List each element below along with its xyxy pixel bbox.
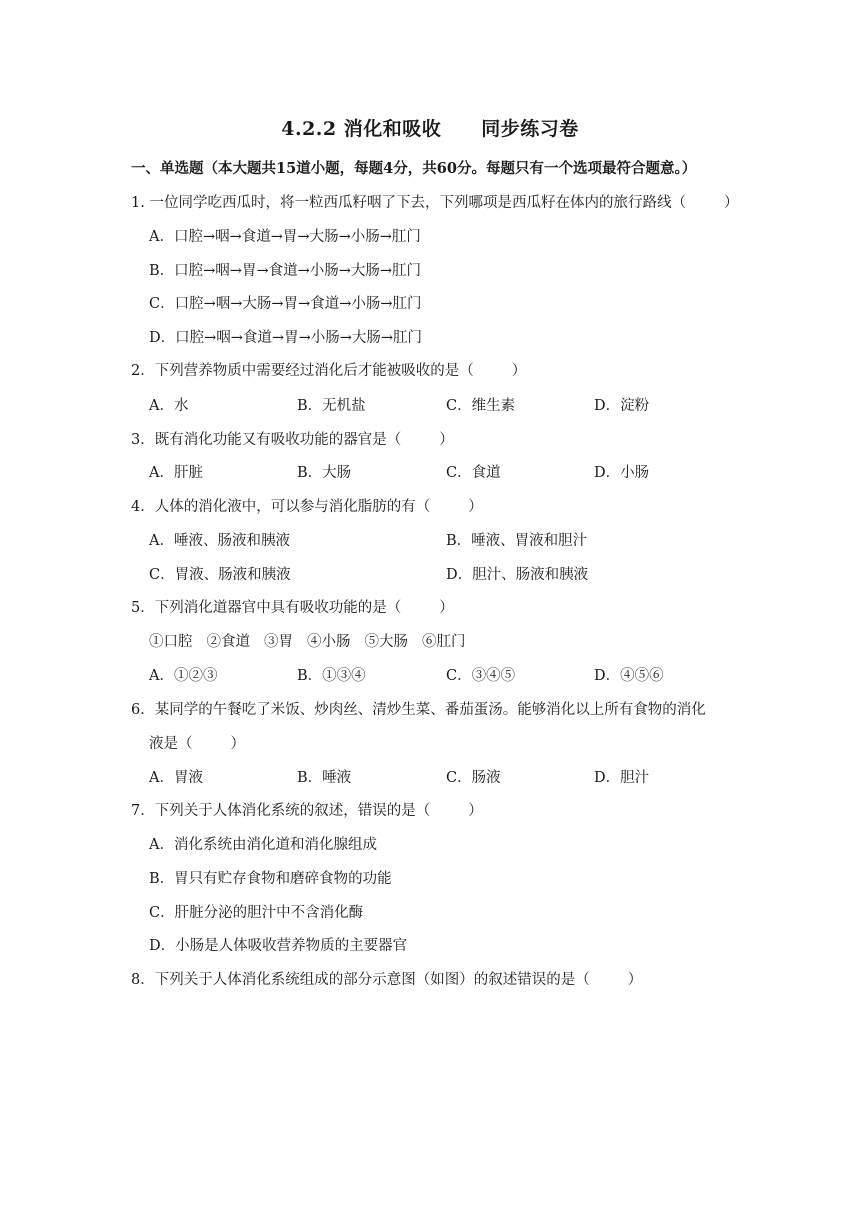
- question-3-option-a: A．肝脏: [149, 465, 203, 481]
- question-4-option-a: A．唾液、肠液和胰液: [149, 533, 290, 549]
- question-5-item-3: ③胃: [264, 634, 293, 650]
- question-5-option-d: D．④⑤⑥: [594, 668, 664, 684]
- question-2-option-b: B．无机盐: [297, 398, 366, 414]
- title-main: 4.2.2 消化和吸收: [281, 118, 442, 140]
- question-7-option-c: C．肝脏分泌的胆汁中不含消化酶: [149, 905, 364, 921]
- question-1-option-b: B．口腔→咽→胃→食道→小肠→大肠→肛门: [149, 263, 422, 279]
- question-5-stem: 5．下列消化道器官中具有吸收功能的是（ ）: [131, 600, 454, 616]
- question-3-option-b: B．大肠: [297, 465, 352, 481]
- question-6-option-b: B．唾液: [297, 770, 352, 786]
- section-heading: 一、单选题（本大题共15道小题，每题4分，共60分。每题只有一个选项最符合题意。）: [131, 160, 697, 177]
- question-2-stem: 2．下列营养物质中需要经过消化后才能被吸收的是（ ）: [131, 363, 527, 379]
- title-sub: 同步练习卷: [481, 118, 579, 140]
- page-title: [0, 114, 860, 141]
- question-8-stem: 8．下列关于人体消化系统组成的部分示意图（如图）的叙述错误的是（ ）: [131, 972, 643, 988]
- question-4-option-b: B．唾液、胃液和胆汁: [446, 533, 588, 549]
- question-2-option-d: D．淀粉: [594, 398, 650, 414]
- question-7-option-d: D．小肠是人体吸收营养物质的主要器官: [149, 938, 408, 954]
- question-3-option-d: D．小肠: [594, 465, 650, 481]
- question-7-stem: 7．下列关于人体消化系统的叙述，错误的是（ ）: [131, 803, 483, 819]
- question-1-option-a: A．口腔→咽→食道→胃→大肠→小肠→肛门: [149, 229, 421, 245]
- question-5-item-4: ④小肠: [307, 634, 351, 650]
- question-6-option-d: D．胆汁: [594, 770, 650, 786]
- question-4-option-c: C．胃液、肠液和胰液: [149, 567, 291, 583]
- question-4-option-d: D．胆汁、肠液和胰液: [446, 567, 589, 583]
- question-1-stem: 1. 一位同学吃西瓜时，将一粒西瓜籽咽了下去，下列哪项是西瓜籽在体内的旅行路线（ ）: [131, 195, 739, 211]
- question-7-option-a: A．消化系统由消化道和消化腺组成: [149, 837, 377, 853]
- question-5-item-6: ⑥肛门: [422, 634, 466, 650]
- question-5-item-1: ①口腔: [149, 634, 193, 650]
- question-6-stem-continued: 液是（ ）: [149, 736, 245, 752]
- question-5-option-c: C．③④⑤: [446, 668, 516, 684]
- question-6-stem: 6．某同学的午餐吃了米饭、炒肉丝、清炒生菜、番茄蛋汤。能够消化以上所有食物的消化: [131, 702, 706, 718]
- question-5-item-2: ②食道: [206, 634, 250, 650]
- question-3-option-c: C．食道: [446, 465, 501, 481]
- question-4-stem: 4．人体的消化液中，可以参与消化脂肪的有（ ）: [131, 499, 483, 515]
- question-3-stem: 3．既有消化功能又有吸收功能的器官是（ ）: [131, 432, 454, 448]
- question-6-option-c: C．肠液: [446, 770, 501, 786]
- question-5-option-a: A．①②③: [149, 668, 218, 684]
- question-5-option-b: B．①③④: [297, 668, 366, 684]
- question-5-items: [149, 630, 480, 651]
- question-6-option-a: A．胃液: [149, 770, 203, 786]
- question-1-option-d: D．口腔→咽→食道→胃→小肠→大肠→肛门: [149, 330, 423, 346]
- question-5-item-5: ⑤大肠: [364, 634, 408, 650]
- question-2-option-a: A．水: [149, 398, 189, 414]
- question-1-option-c: C．口腔→咽→大肠→胃→食道→小肠→肛门: [149, 296, 422, 312]
- question-2-option-c: C．维生素: [446, 398, 516, 414]
- question-7-option-b: B．胃只有贮存食物和磨碎食物的功能: [149, 871, 392, 887]
